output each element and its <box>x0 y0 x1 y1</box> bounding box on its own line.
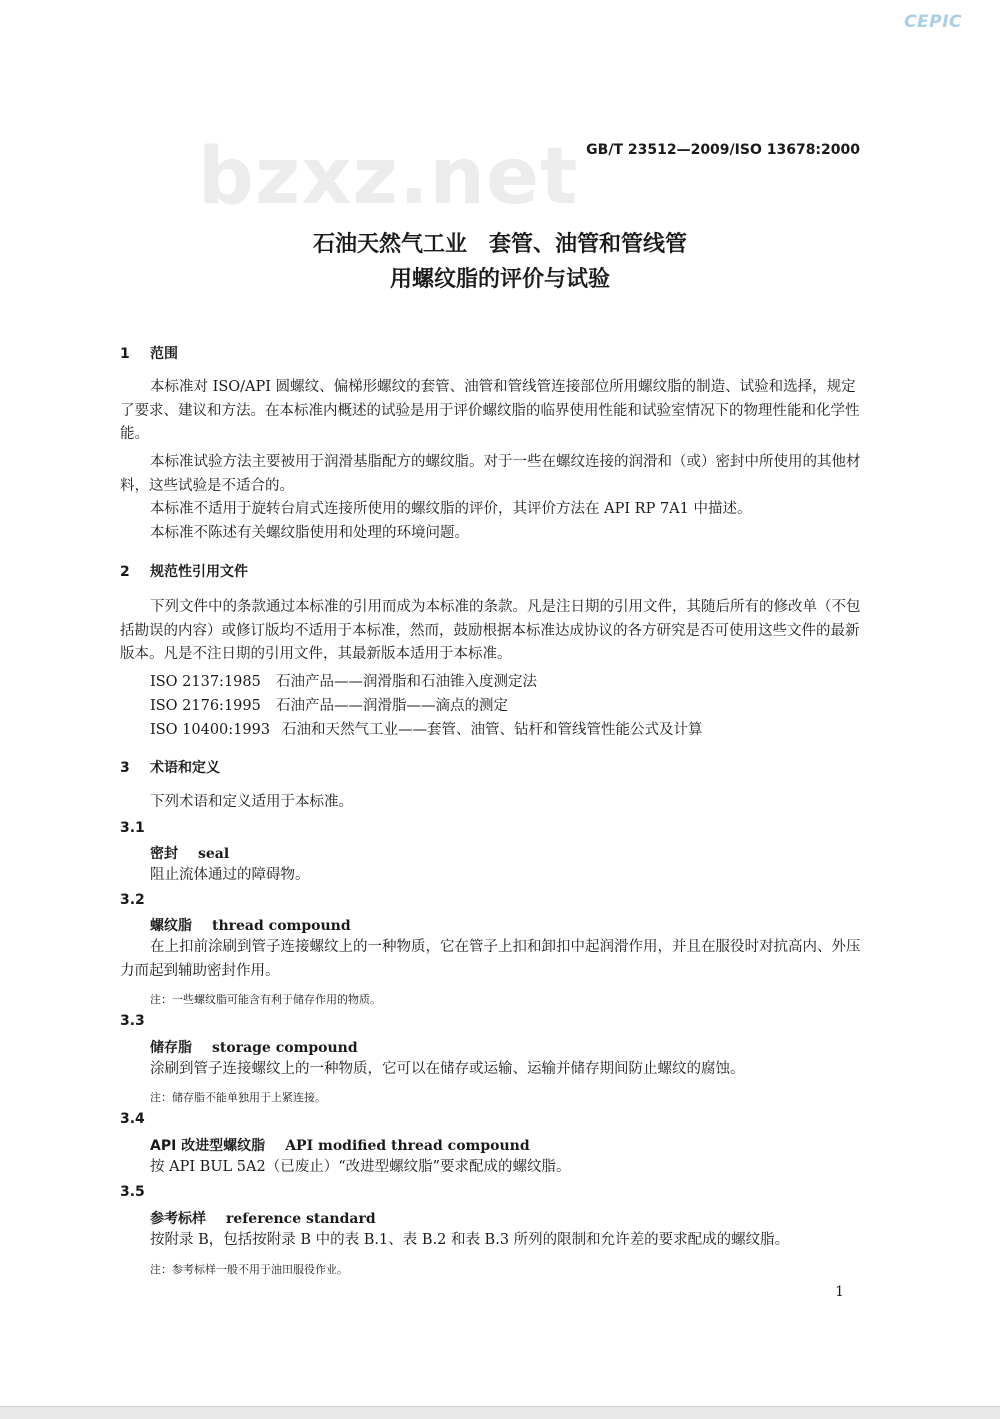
term-heading <box>150 1037 358 1057</box>
clause-number: 3.2 <box>120 892 145 908</box>
reference-code: ISO 10400:1993 <box>150 722 271 738</box>
section-number: 2 <box>120 564 130 580</box>
publisher-logo: CEPIC <box>904 12 962 32</box>
page-number: 1 <box>835 1284 844 1300</box>
page-bottom-edge <box>0 1406 1000 1419</box>
section-title: 规范性引用文件 <box>150 564 248 580</box>
section-number: 3 <box>120 760 130 776</box>
term-definition: 按 API BUL 5A2（已废止）“改进型螺纹脂”要求配成的螺纹脂。 <box>150 1159 571 1175</box>
term-en: storage compound <box>212 1040 358 1056</box>
term-definition: 阻止流体通过的障碍物。 <box>150 867 310 883</box>
term-en: thread compound <box>212 918 351 934</box>
term-definition: 涂刷到管子连接螺纹上的一种物质，它可以在储存或运输、运输并储存期间防止螺纹的腐蚀。 <box>150 1061 745 1077</box>
term-heading <box>150 1135 530 1155</box>
standard-number: GB/T 23512—2009/ISO 13678:2000 <box>586 142 860 158</box>
term-note: 注：参考标样一般不用于油田服役作业。 <box>150 1263 348 1276</box>
document-title-line-1: 石油天然气工业 套管、油管和管线管 <box>312 232 687 257</box>
reference-item <box>150 694 508 715</box>
reference-code: ISO 2176:1995 <box>150 698 261 714</box>
clause-number: 3.1 <box>120 820 145 836</box>
paragraph: 下列文件中的条款通过本标准的引用而成为本标准的条款。凡是注日期的引用文件，其随后所有的修改单（不包括勘误的内容）或修订版均不适用于本标准，然而，鼓励根据本标准达成协议的各方研究是否可使用这些文件的最新版本。凡是不注日期的引用文件，其最新版本适用于本标准。 <box>120 599 861 662</box>
paragraph: 下列术语和定义适用于本标准。 <box>150 794 353 810</box>
reference-item <box>150 670 537 691</box>
term-zh: 螺纹脂 <box>150 918 192 934</box>
term-zh: API 改进型螺纹脂 <box>150 1138 266 1154</box>
term-note: 注：储存脂不能单独用于上紧连接。 <box>150 1091 326 1104</box>
term-en: seal <box>198 846 230 862</box>
document-title-line-2: 用螺纹脂的评价与试验 <box>389 267 610 292</box>
term-zh: 储存脂 <box>150 1040 192 1056</box>
clause-number: 3.4 <box>120 1111 145 1127</box>
clause-number: 3.5 <box>120 1184 145 1200</box>
term-definition: 按附录 B，包括按附录 B 中的表 B.1、表 B.2 和表 B.3 所列的限制和允许差的要求配成的螺纹脂。 <box>150 1232 790 1248</box>
section-2-heading <box>120 561 248 581</box>
watermark: bzxz.net <box>198 132 579 222</box>
term-heading <box>150 843 229 863</box>
section-title: 术语和定义 <box>150 760 220 776</box>
term-zh: 参考标样 <box>150 1211 206 1227</box>
term-heading <box>150 1208 376 1228</box>
paragraph: 本标准不适用于旋转台肩式连接所使用的螺纹脂的评价，其评价方法在 API RP 7A1 中描述。 <box>150 501 752 517</box>
reference-code: ISO 2137:1985 <box>150 674 261 690</box>
term-en: API modified thread compound <box>285 1138 530 1154</box>
clause-number: 3.3 <box>120 1013 145 1029</box>
reference-title: 石油产品——润滑脂和石油锥入度测定法 <box>276 674 537 690</box>
paragraph: 本标准对 ISO/API 圆螺纹、偏梯形螺纹的套管、油管和管线管连接部位所用螺纹脂的制造、试验和选择，规定了要求、建议和方法。在本标准内概述的试验是用于评价螺纹脂的临界使用性能和试验室情况下的物理性能和化学性能。 <box>120 379 860 442</box>
term-zh: 密封 <box>150 846 178 862</box>
paragraph: 本标准不陈述有关螺纹脂使用和处理的环境问题。 <box>150 525 469 541</box>
term-definition: 在上扣前涂刷到管子连接螺纹上的一种物质，它在管子上扣和卸扣中起润滑作用，并且在服役时对抗高内、外压力而起到辅助密封作用。 <box>120 939 861 979</box>
reference-title: 石油和天然气工业——套管、油管、钻杆和管线管性能公式及计算 <box>282 722 703 738</box>
paragraph: 本标准试验方法主要被用于润滑基脂配方的螺纹脂。对于一些在螺纹连接的润滑和（或）密封中所使用的其他材料，这些试验是不适合的。 <box>120 454 861 494</box>
section-title: 范围 <box>150 346 178 362</box>
term-heading <box>150 915 351 935</box>
section-number: 1 <box>120 346 130 362</box>
reference-title: 石油产品——润滑脂——滴点的测定 <box>276 698 508 714</box>
section-1-heading <box>120 343 178 363</box>
section-3-heading <box>120 757 220 777</box>
term-note: 注：一些螺纹脂可能含有利于储存作用的物质。 <box>150 993 381 1006</box>
reference-item <box>150 718 703 739</box>
term-en: reference standard <box>226 1211 376 1227</box>
